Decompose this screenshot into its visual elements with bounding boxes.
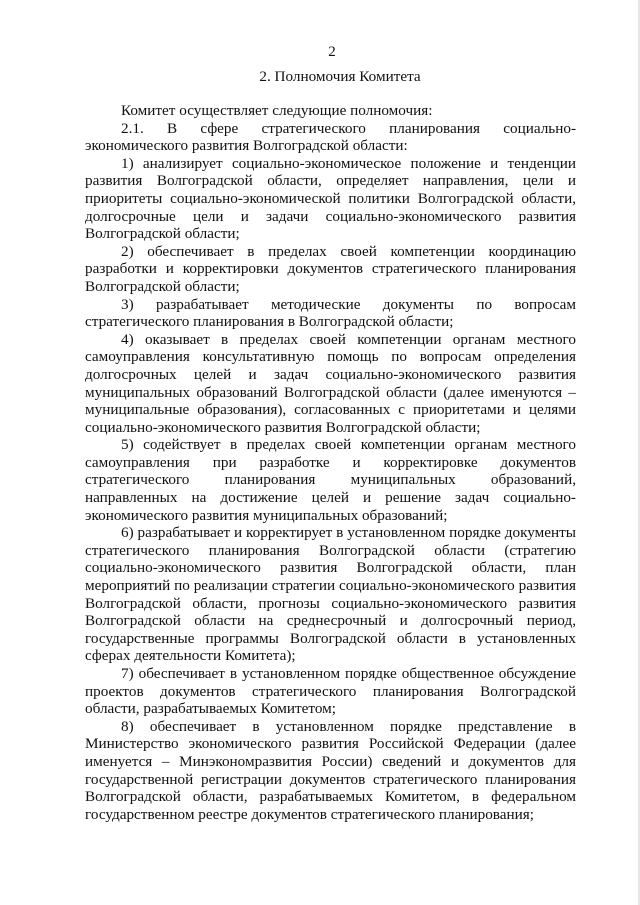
item-2-paragraph: 2) обеспечивает в пределах своей компетенции координацию разработки и корректировки документов стратегического планирования Волгоградской области; (85, 242, 576, 295)
intro-paragraph: Комитет осуществляет следующие полномочия: (121, 102, 433, 119)
item-8-paragraph: 8) обеспечивает в установленном порядке представление в Министерство экономического развития Российской Федерации (далее именуется – Минэкономразвития России) сведений и документов для государственной регистрации документов стратегического планирования Волгоградской области, разрабатываемых Комитетом, в федеральном государственном реестре документов стратегического планирования; (85, 717, 576, 823)
subsection-heading-paragraph: 2.1. В сфере стратегического планирования социально-экономического развития Волгоградской области: (85, 119, 576, 155)
section-title: 2. Полномочия Комитета (259, 68, 421, 85)
item-3-paragraph: 3) разрабатывает методические документы по вопросам стратегического планирования в Волгоградской области; (85, 295, 576, 331)
item-1-paragraph: 1) анализирует социально-экономическое положение и тенденции развития Волгоградской области, определяет направления, цели и приоритеты социально-экономической политики Волгоградской области, долгосрочные цели и задачи социально-экономического развития Волгоградской области; (85, 154, 576, 243)
page-number: 2 (328, 44, 336, 60)
document-body (85, 102, 576, 823)
item-7-paragraph: 7) обеспечивает в установленном порядке общественное обсуждение проектов документов стратегического планирования Волгоградской области, разрабатываемых Комитетом; (85, 665, 576, 718)
item-6-paragraph: 6) разрабатывает и корректирует в установленном порядке документы стратегического планирования Волгоградской области (стратегию социально-экономического развития Волгоградской области, план мероприятий по реализации стратегии социально-экономического развития Волгоградской области, прогнозы социально-экономического развития Волгоградской области на среднесрочный и долгосрочный период, государственные программы Волгоградской области в установленных сферах деятельности Комитета); (85, 524, 576, 665)
item-5-paragraph: 5) содействует в пределах своей компетенции органам местного самоуправления при разработке и корректировке документов стратегического планирования муниципальных образований, направленных на достижение целей и решение задач социально-экономического развития муниципальных образований; (85, 436, 576, 524)
item-4-paragraph: 4) оказывает в пределах своей компетенции органам местного самоуправления консультативную помощь по вопросам определения долгосрочных целей и задач социально-экономического развития муниципальных образований Волгоградской области (далее именуются – муниципальные образования), согласованных с приоритетами и целями социально-экономического развития Волгоградской области; (85, 330, 576, 436)
